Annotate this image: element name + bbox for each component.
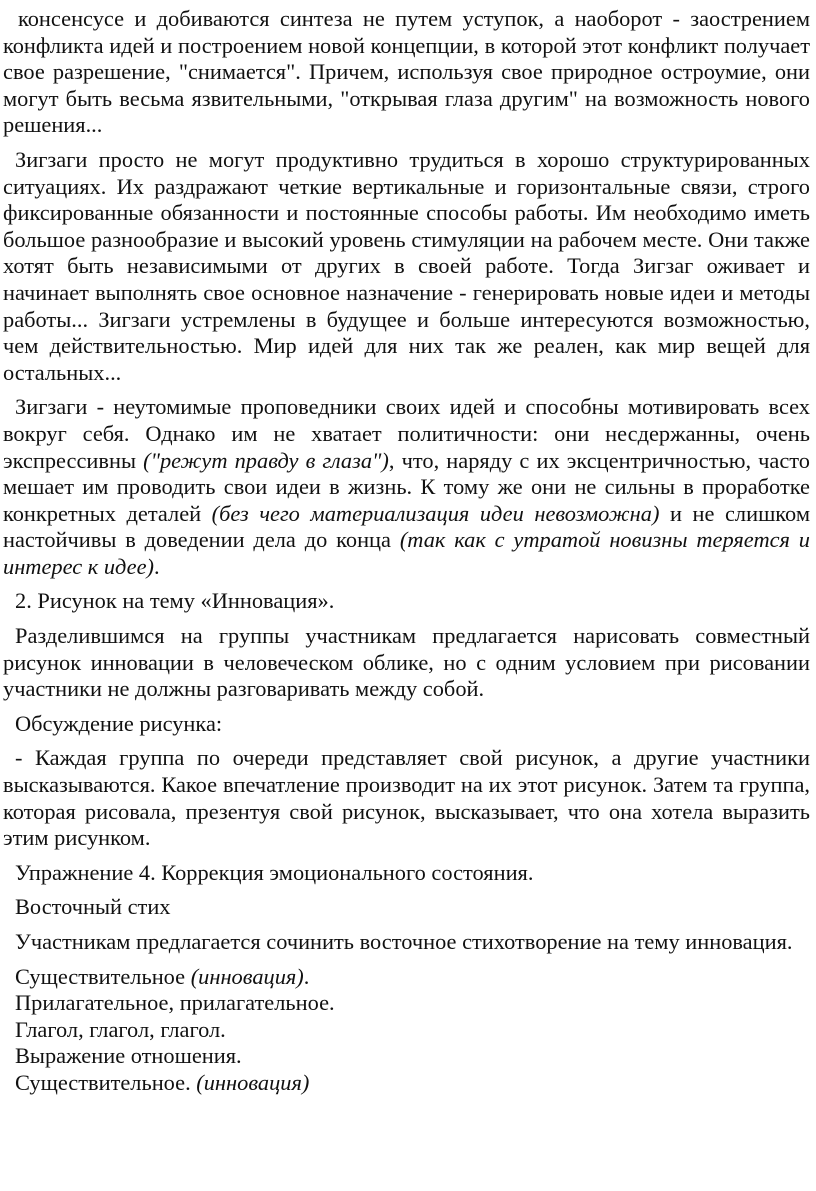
heading-exercise-4: Упражнение 4. Коррекция эмоционального состояния. bbox=[15, 859, 534, 885]
poem-template bbox=[3, 964, 810, 1097]
text-segment: , что, наряду с их эксцентричностью, часто мешает им проводить свои идеи в жизнь. К тому же они не сильны в проработке конкретных деталей bbox=[3, 447, 810, 526]
italic-segment: (так как с утратой новизны теряется и интерес к идее) bbox=[3, 527, 810, 579]
paragraph-drawing-instructions: Разделившимся на группы участникам предлагается нарисовать совместный рисунок инновации в человеческом облике, но с одним условием при рисовании участники не должны разговаривать между собой. bbox=[3, 623, 810, 702]
heading-drawing-discussion: Обсуждение рисунка: bbox=[15, 710, 223, 736]
italic-segment: ("режут правду в глаза") bbox=[143, 447, 389, 473]
text-segment: Зигзаги - неутомимые проповедники своих идей и способны мотивировать всех вокруг себя. Однако им не хватает политичности: они несдержанны, очень экспрессивны bbox=[3, 394, 810, 473]
paragraph-zigzag-work: Зигзаги просто не могут продуктивно трудиться в хорошо структурированных ситуациях. Их раздражают четкие вертикальные и горизонтальные связи, строго фиксированные обязанности и постоянные способы работы. Им необходимо иметь большое разнообразие и высокий уровень стимуляции на рабочем месте. Они также хотят быть независимыми от других в своей работе. Тогда Зигзаг оживает и начинает выполнять свое основное назначение - генерировать новые идеи и методы работы... Зигзаги устремлены в будущее и больше интересуются возможностью, чем действительностью. Мир идей для них так же реален, как мир вещей для остальных... bbox=[3, 146, 810, 385]
paragraph-consensus: консенсусе и добиваются синтеза не путем уступок, а наоборот - заострением конфликта идей и построением новой концепции, в которой этот конфликт получает свое разрешение, "снимается". Причем, используя свое природное остроумие, они могут быть весьма язвительными, "открывая глаза другим" на возможность нового решения... bbox=[3, 6, 810, 138]
poem-line-2: Прилагательное, прилагательное. bbox=[15, 990, 335, 1016]
text-segment: и не слишком настойчивы в доведении дела до конца bbox=[3, 500, 810, 553]
poem-line-1-italic: (инновация) bbox=[190, 963, 304, 989]
poem-line-1 bbox=[3, 964, 810, 991]
poem-line-5-italic: (инновация) bbox=[196, 1069, 310, 1095]
poem-line-3: Глагол, глагол, глагол. bbox=[15, 1016, 226, 1042]
heading-drawing-task: 2. Рисунок на тему «Инновация». bbox=[15, 588, 335, 614]
poem-line-1-end: . bbox=[303, 963, 310, 989]
paragraph-discussion-details: - Каждая группа по очереди представляет свой рисунок, а другие участники высказываются. Какое впечатление производит на их этот рисунок. Затем та группа, которая рисовала, презентуя свой рисунок, высказывает, что она хотела выразить этим рисунком. bbox=[3, 745, 810, 851]
italic-segment: (без чего материализация идеи невозможна) bbox=[211, 500, 660, 526]
poem-line-5-text: Существительное. bbox=[15, 1069, 197, 1095]
poem-line-5 bbox=[3, 1070, 810, 1097]
poem-line-4: Выражение отношения. bbox=[15, 1043, 242, 1069]
heading-eastern-poem: Восточный стих bbox=[15, 894, 171, 920]
paragraph-poem-instructions: Участникам предлагается сочинить восточное стихотворение на тему инновация. bbox=[15, 929, 793, 954]
text-segment: . bbox=[153, 553, 160, 579]
paragraph-zigzag-preachers bbox=[3, 394, 810, 580]
poem-line-1-text: Существительное bbox=[15, 963, 191, 989]
